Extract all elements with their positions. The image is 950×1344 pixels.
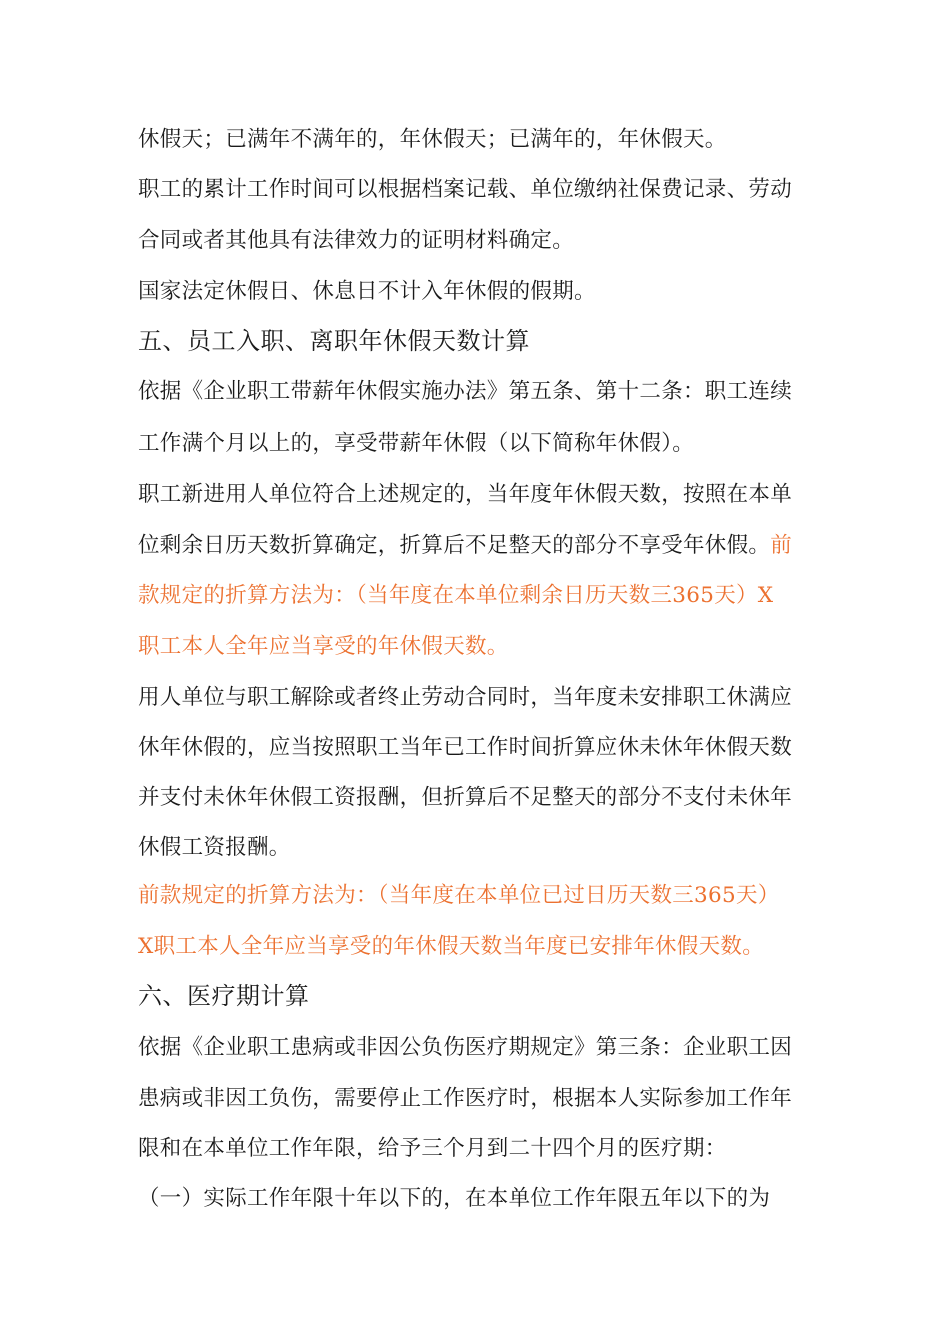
paragraph-line: 休年休假的，应当按照职工当年已工作时间折算应休未休年休假天数: [138, 735, 793, 760]
paragraph-line: 限和在本单位工作年限，给予三个月到二十四个月的医疗期：: [138, 1136, 727, 1161]
paragraph-line: 合同或者其他具有法律效力的证明材料确定。: [138, 228, 575, 253]
paragraph-line: 职工的累计工作时间可以根据档案记载、单位缴纳社保费记录、劳动: [138, 177, 793, 202]
paragraph-line: 用人单位与职工解除或者终止劳动合同时，当年度未安排职工休满应: [138, 685, 793, 710]
paragraph-line: 患病或非因工负伤，需要停止工作医疗时，根据本人实际参加工作年: [138, 1086, 793, 1111]
formula-line: 前款规定的折算方法为：（当年度在本单位已过日历天数三365天）: [138, 883, 780, 908]
formula-line: 款规定的折算方法为：（当年度在本单位剩余日历天数三365天）X: [138, 583, 774, 608]
paragraph-line: 依据《企业职工带薪年休假实施办法》第五条、第十二条：职工连续: [138, 379, 793, 404]
paragraph-line: 并支付未休年休假工资报酬，但折算后不足整天的部分不支付未休年: [138, 785, 793, 810]
paragraph-line: [138, 532, 818, 560]
formula-line: 职工本人全年应当享受的年休假天数。: [138, 634, 509, 659]
paragraph-line: 工作满个月以上的，享受带薪年休假（以下简称年休假）。: [138, 431, 695, 456]
section-heading-5: 五、员工入职、离职年休假天数计算: [138, 327, 530, 355]
paragraph-line: 休假天；已满年不满年的，年休假天；已满年的，年休假天。: [138, 127, 727, 152]
paragraph-line: 休假工资报酬。: [138, 835, 291, 860]
paragraph-line: 职工新进用人单位符合上述规定的，当年度年休假天数，按照在本单: [138, 482, 793, 507]
highlight-text: 前: [770, 533, 793, 558]
section-heading-6: 六、医疗期计算: [138, 982, 310, 1010]
line-text: 位剩余日历天数折算确定，折算后不足整天的部分不享受年休假。: [138, 533, 771, 558]
paragraph-line: 依据《企业职工患病或非因公负伤医疗期规定》第三条：企业职工因: [138, 1035, 793, 1060]
paragraph-line: 国家法定休假日、休息日不计入年休假的假期。: [138, 279, 596, 304]
list-item-line: （一）实际工作年限十年以下的，在本单位工作年限五年以下的为: [138, 1186, 771, 1211]
formula-line: X职工本人全年应当享受的年休假天数当年度已安排年休假天数。: [138, 934, 765, 959]
